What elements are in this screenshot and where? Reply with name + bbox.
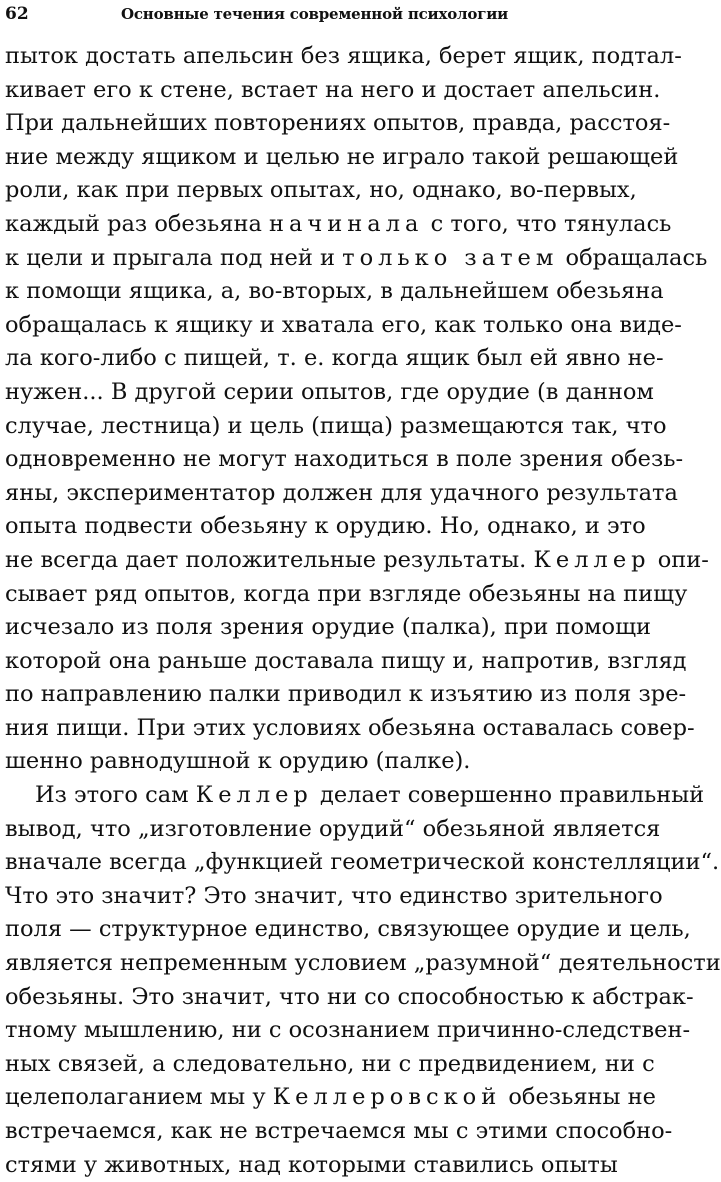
spaced-emphasis: начинала <box>269 210 424 237</box>
text-line: является непременным условием „разумной“ деятельности <box>5 950 721 977</box>
page-header <box>5 2 610 28</box>
text-line <box>5 779 705 813</box>
text-line: яны, экспериментатор должен для удачного результата <box>5 479 678 506</box>
running-title: Основные течения современной психологии <box>121 5 509 23</box>
text-line: шенно равнодушной к орудию (палке). <box>5 748 471 775</box>
text-line: ние между ящиком и целью не играло такой решающей <box>5 143 679 170</box>
text-fragment: обезьяны не <box>501 1084 656 1111</box>
text-fragment: опи- <box>650 546 709 573</box>
text-line: пыток достать апельсин без ящика, берет ящик, подтал- <box>5 43 682 69</box>
text-line <box>5 544 709 578</box>
text-line: встречаемся, как не встречаемся мы с этими способно- <box>5 1118 673 1144</box>
spaced-emphasis: Келлер <box>195 782 313 809</box>
text-line: ных связей, а следовательно, ни с предвидением, ни с <box>5 1050 655 1077</box>
text-line: роли, как при первых опытах, но, однако, во-первых, <box>5 177 637 204</box>
text-line: ла кого-либо с пищей, т. е. когда ящик был ей явно не- <box>5 345 664 372</box>
text-fragment: каждый раз обезьяна <box>5 210 270 237</box>
text-line <box>5 242 708 276</box>
text-fragment: Из этого сам <box>35 782 196 809</box>
text-fragment: не всегда дает положительные результаты. <box>5 546 534 573</box>
text-line: опыта подвести обезьяну к орудию. Но, однако, и это <box>5 513 646 540</box>
text-line: поля — структурное единство, связующее орудие и цель, <box>5 916 691 943</box>
text-line: ния пищи. При этих условиях обезьяна оставалась совер- <box>5 714 695 741</box>
spaced-emphasis: Келлер <box>533 546 651 573</box>
text-line: к помощи ящика, а, во-вторых, в дальнейшем обезьяна <box>5 278 664 305</box>
text-line: исчезало из поля зрения орудие (палка), при помощи <box>5 614 651 641</box>
spaced-emphasis: Келлеровской <box>272 1084 502 1111</box>
text-line: которой она раньше доставала пищу и, напротив, взгляд <box>5 647 687 674</box>
text-line <box>5 208 672 242</box>
spaced-emphasis: только затем <box>342 244 559 271</box>
text-line: вначале всегда „функцией геометрической констелляции“. <box>5 849 720 876</box>
text-line: Что это значит? Это значит, что единство зрительного <box>5 882 663 909</box>
text-line: сывает ряд опытов, когда при взгляде обезьяны на пищу <box>5 580 688 607</box>
text-fragment: целеполаганием мы у <box>5 1084 273 1111</box>
text-line: обращалась к ящику и хватала его, как только она виде- <box>5 311 682 338</box>
text-line: стями у животных, над которыми ставились опыты <box>5 1151 618 1178</box>
text-line: случае, лестница) и цель (пища) размещаются так, что <box>5 412 667 439</box>
text-fragment: с того, что тянулась <box>423 210 672 237</box>
text-line: При дальнейших повторениях опытов, правда, расстоя- <box>5 110 671 137</box>
text-fragment: к цели и прыгала под ней и <box>5 244 343 271</box>
text-fragment: делает совершенно правильный <box>312 782 705 809</box>
text-line: кивает его к стене, встает на него и достает апельсин. <box>5 76 661 103</box>
text-line: тному мышлению, ни с осознанием причинно-следствен- <box>5 1017 691 1044</box>
text-line: по направлению палки приводил к изъятию из поля зре- <box>5 681 687 708</box>
page-number: 62 <box>5 4 29 24</box>
text-line: обезьяны. Это значит, что ни со способностью к абстрак- <box>5 983 694 1010</box>
text-fragment: обращалась <box>558 244 708 271</box>
text-line: вывод, что „изготовление орудий“ обезьяной является <box>5 815 661 842</box>
text-line: одновременно не могут находиться в поле зрения обезь- <box>5 446 684 473</box>
text-line: нужен... В другой серии опытов, где орудие (в данном <box>5 378 654 405</box>
text-line <box>5 1081 656 1115</box>
body-text <box>5 40 721 1182</box>
